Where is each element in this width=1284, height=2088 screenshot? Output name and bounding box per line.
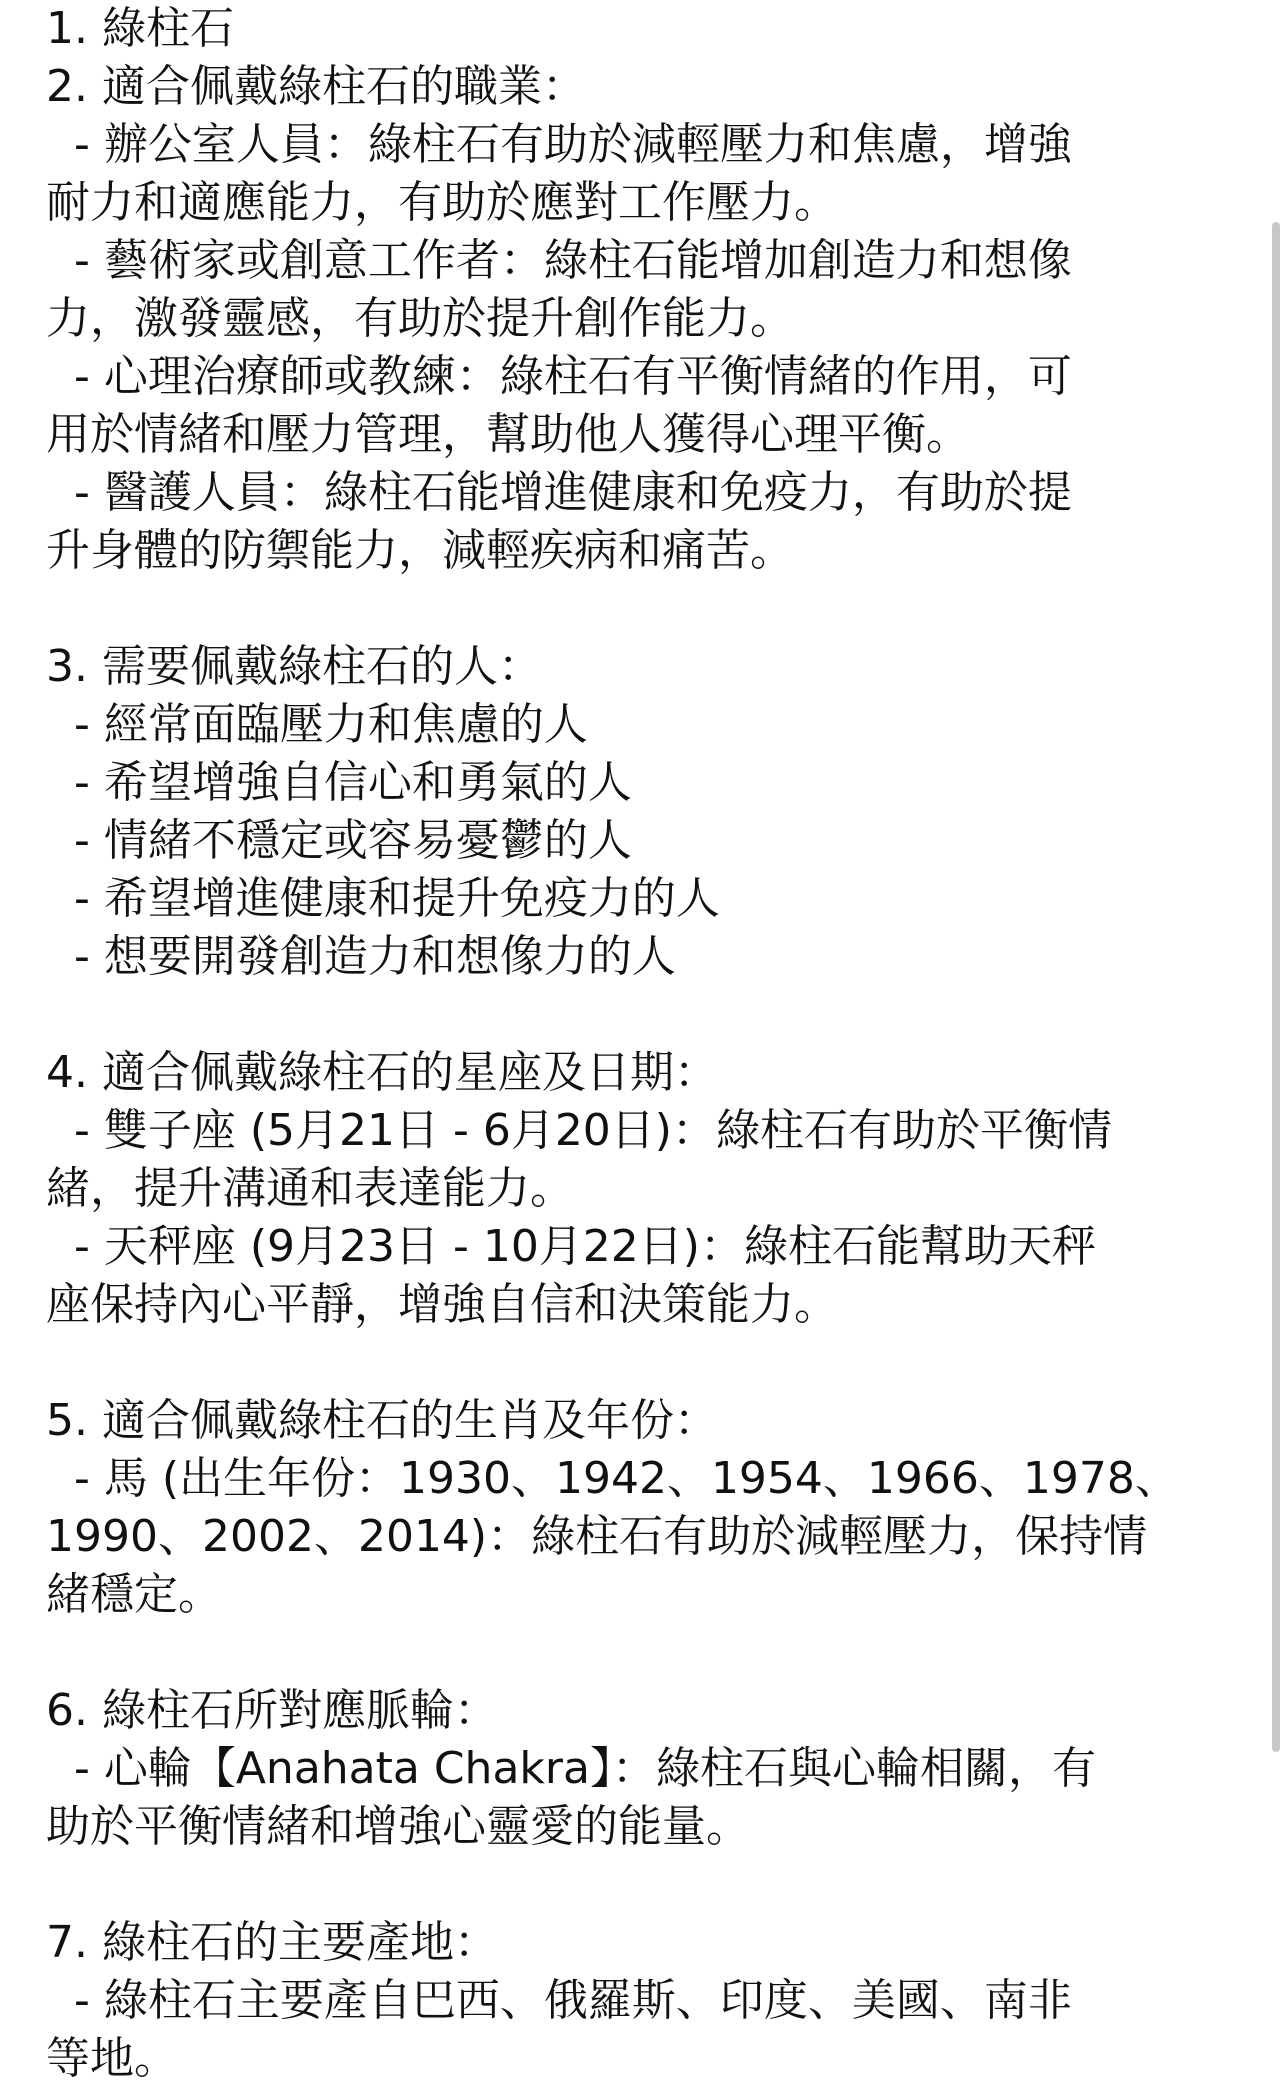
text-line: 1990、2002、2014)：綠柱石有助於減輕壓力，保持情: [46, 1511, 1148, 1562]
text-line: 升身體的防禦能力，減輕疾病和痛苦。: [46, 525, 794, 576]
text-line: 力，激發靈感，有助於提升創作能力。: [46, 293, 794, 344]
text-line: 等地。: [46, 2033, 178, 2084]
text-line: 7. 綠柱石的主要產地：: [46, 1917, 498, 1968]
blank-line: [46, 1624, 1246, 1682]
text-line: - 希望增進健康和提升免疫力的人: [46, 873, 720, 924]
blank-line: [46, 1856, 1246, 1914]
text-line: - 經常面臨壓力和焦慮的人: [46, 699, 588, 750]
text-line: 2. 適合佩戴綠柱石的職業：: [46, 61, 586, 112]
text-line: - 雙子座 (5月21日 - 6月20日)：綠柱石有助於平衡情: [46, 1105, 1112, 1156]
blank-line: [46, 580, 1246, 638]
text-line: - 醫護人員：綠柱石能增進健康和免疫力，有助於提: [46, 467, 1072, 518]
text-line: - 馬 (出生年份：1930、1942、1954、1966、1978、: [46, 1453, 1179, 1504]
text-line: - 天秤座 (9月23日 - 10月22日)：綠柱石能幫助天秤: [46, 1221, 1096, 1272]
text-line: - 心理治療師或教練：綠柱石有平衡情緒的作用，可: [46, 351, 1072, 402]
text-line: 5. 適合佩戴綠柱石的生肖及年份：: [46, 1395, 718, 1446]
text-line: - 希望增強自信心和勇氣的人: [46, 757, 632, 808]
text-line: 3. 需要佩戴綠柱石的人：: [46, 641, 542, 692]
text-line: 緒穩定。: [46, 1569, 222, 1620]
scrollbar[interactable]: [1272, 222, 1280, 1752]
text-line: 4. 適合佩戴綠柱石的星座及日期：: [46, 1047, 718, 1098]
document-text: [46, 0, 1246, 2088]
text-line: 助於平衡情緒和增強心靈愛的能量。: [46, 1801, 750, 1852]
text-line: - 情緒不穩定或容易憂鬱的人: [46, 815, 632, 866]
text-line: - 藝術家或創意工作者：綠柱石能增加創造力和想像: [46, 235, 1072, 286]
text-line: - 想要開發創造力和想像力的人: [46, 931, 676, 982]
blank-line: [46, 986, 1246, 1044]
blank-line: [46, 1334, 1246, 1392]
text-line: - 辦公室人員：綠柱石有助於減輕壓力和焦慮，增強: [46, 119, 1072, 170]
text-line: 6. 綠柱石所對應脈輪：: [46, 1685, 498, 1736]
text-line: 緒，提升溝通和表達能力。: [46, 1163, 574, 1214]
text-line: - 綠柱石主要產自巴西、俄羅斯、印度、美國、南非: [46, 1975, 1072, 2026]
text-line: 1. 綠柱石: [46, 3, 234, 54]
text-line: 用於情緒和壓力管理，幫助他人獲得心理平衡。: [46, 409, 970, 460]
text-line: 耐力和適應能力，有助於應對工作壓力。: [46, 177, 838, 228]
text-line: 座保持內心平靜，增強自信和決策能力。: [46, 1279, 838, 1330]
text-line: - 心輪【Anahata Chakra】：綠柱石與心輪相關，有: [46, 1743, 1096, 1794]
